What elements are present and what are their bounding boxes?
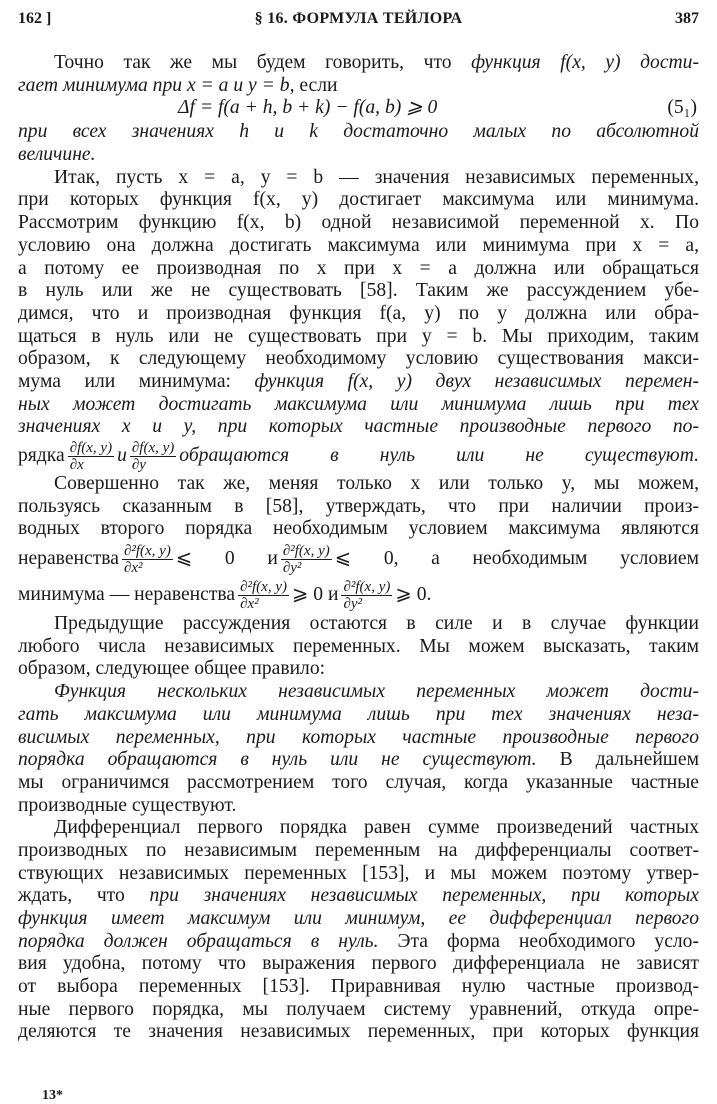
text-line: от выбора переменных [153]. Приравнивая нулю частные производ- bbox=[18, 976, 699, 998]
text-line: Дифференциал первого порядка равен сумме произведений частных bbox=[54, 817, 699, 839]
text-line: висимых переменных, при которых частные производные первого bbox=[18, 726, 699, 748]
text-line: деляются те значения независимых переменных, при которых функция bbox=[18, 1021, 699, 1043]
formula-tag: (5₁) bbox=[667, 97, 697, 119]
formula-expression: Δf = f(a + h, b + k) − f(a, b) ⩾ 0 bbox=[178, 97, 438, 119]
text-line: Точно так же мы будем говорить, что функция f(x, y) дости- bbox=[54, 52, 700, 73]
text-line: порядка обращаются в нуль или не существуют. В дальнейшем bbox=[18, 749, 699, 771]
text-line: Предыдущие рассуждения остаются в силе и в случае функции bbox=[54, 613, 699, 635]
text-line: образом, следующее общее правило: bbox=[18, 658, 326, 680]
text-line: щаться в нуль или не существовать при y = b. Мы приходим, таким bbox=[18, 325, 699, 347]
text-line: ных может достигать максимума или минимума лишь при тех bbox=[18, 393, 699, 415]
page-number: 387 bbox=[675, 10, 699, 27]
text-line: мума или минимума: функция f(x, y) двух независимых перемен- bbox=[18, 370, 700, 392]
paragraph-5 bbox=[18, 817, 699, 1044]
text-line: ные первого порядка, мы получаем систему уравнений, откуда опре- bbox=[18, 998, 699, 1020]
text-line: функция имеет максимум или минимум, ее дифференциал первого bbox=[18, 908, 699, 929]
text-line: гает минимума при x = a и y = b, если bbox=[18, 74, 338, 96]
text-line: порядка должен обращаться в нуль. Эта форма необходимого усло- bbox=[18, 930, 699, 952]
page-left-marker: 162 ] bbox=[18, 10, 52, 27]
second-partial-y: $\frac{\text{∂²f(x, y)}}{\text{∂y²}}$ bbox=[282, 543, 330, 577]
text-line: димся, что и производная функция f(a, y) по y должна или обра- bbox=[18, 302, 699, 324]
paragraph-4 bbox=[18, 613, 699, 681]
text-line-with-fractions: рядка $\frac{\partial f(x, y)}{\partial x}$ и $\frac{\partial f(x, y)}{\partial y}$ обращаются в нуль или не существуют. bbox=[18, 440, 699, 473]
text-line: вия удобна, потому что выражения первого дифференциала не зависят bbox=[18, 953, 699, 975]
text-line: условию она должна достигать максимума или минимума при x = a, bbox=[18, 234, 699, 256]
paragraph-2 bbox=[18, 167, 699, 473]
text-line: гать максимума или минимума лишь при тех значениях неза- bbox=[18, 703, 699, 725]
running-header bbox=[18, 10, 699, 34]
text-line: водных второго порядка необходимым условием максимума являются bbox=[18, 518, 699, 540]
partial-fraction-dy: $\frac{\partial f(x, y)}{\partial y}$ bbox=[131, 440, 175, 473]
signature-mark: 13* bbox=[42, 1088, 63, 1103]
second-partial-x: $\frac{\text{∂²f(x, y)}}{\text{∂x²}}$ bbox=[123, 543, 171, 577]
text-line-with-fractions: минимума — неравенства $\frac{\text{∂²f(x, y)}}{\text{∂x²}}$ ⩾ 0 и $\frac{\text{∂²f(x, y)}}{\text{∂y²}}$ ⩾ 0. bbox=[18, 579, 432, 613]
text-line: ждать, что при значениях независимых переменных, при которых bbox=[18, 885, 699, 907]
text-line: Итак, пусть x = a, y = b — значения независимых переменных, bbox=[54, 166, 699, 188]
text-line: при которых функция f(x, y) достигает максимума или минимума. bbox=[18, 189, 699, 211]
text-line: образом, к следующему необходимому условию существования макси- bbox=[18, 348, 699, 370]
text-line: производных по независимым переменным на дифференциалы соответ- bbox=[18, 839, 699, 861]
general-rule bbox=[18, 681, 699, 817]
text-line: пользуясь сказанным в [58], утверждать, что при наличии произ- bbox=[18, 495, 699, 517]
text-line: ствующих независимых переменных [153], и мы можем поэтому утвер- bbox=[18, 862, 699, 884]
text-line: при всех значениях h и k достаточно малых по абсолютной bbox=[18, 121, 699, 143]
text-line: значениях x и y, при которых частные производные первого по- bbox=[18, 416, 699, 438]
second-partial-x: $\frac{\text{∂²f(x, y)}}{\text{∂x²}}$ bbox=[240, 579, 287, 613]
second-partial-y: $\frac{\text{∂²f(x, y)}}{\text{∂y²}}$ bbox=[343, 579, 391, 613]
text-line-with-fractions: неравенства $\frac{\text{∂²f(x, y)}}{\text{∂x²}}$ ⩽ 0 и $\frac{\text{∂²f(x, y)}}{\text{∂y²}}$ ⩽ 0, а необходимым условием bbox=[18, 543, 699, 577]
text-line: мы ограничимся рассмотрением того случая, когда указанные частные bbox=[18, 771, 699, 793]
paragraph-3 bbox=[18, 473, 699, 613]
page-body bbox=[18, 52, 699, 1044]
text-line: величине. bbox=[18, 144, 96, 166]
text-line: Функция нескольких независимых переменных может дости- bbox=[54, 681, 699, 703]
text-line: Совершенно так же, меняя только x или только y, мы можем, bbox=[54, 473, 699, 494]
text-line: любого числа независимых переменных. Мы можем высказать, таким bbox=[18, 635, 699, 657]
text-line: а потому ее производная по x при x = a должна или обращаться bbox=[18, 257, 699, 279]
text-line: в нуль или же не существовать [58]. Таким же рассуждением убе- bbox=[18, 280, 699, 302]
text-line: производные существуют. bbox=[18, 794, 237, 816]
running-title: § 16. ФОРМУЛА ТЕЙЛОРА bbox=[254, 10, 463, 27]
partial-fraction-dx: $\frac{\partial f(x, y)}{\partial x}$ bbox=[69, 440, 113, 473]
formula-5-1 bbox=[18, 97, 699, 121]
text-line: Рассмотрим функцию f(x, b) одной независимой переменной x. По bbox=[18, 212, 699, 234]
